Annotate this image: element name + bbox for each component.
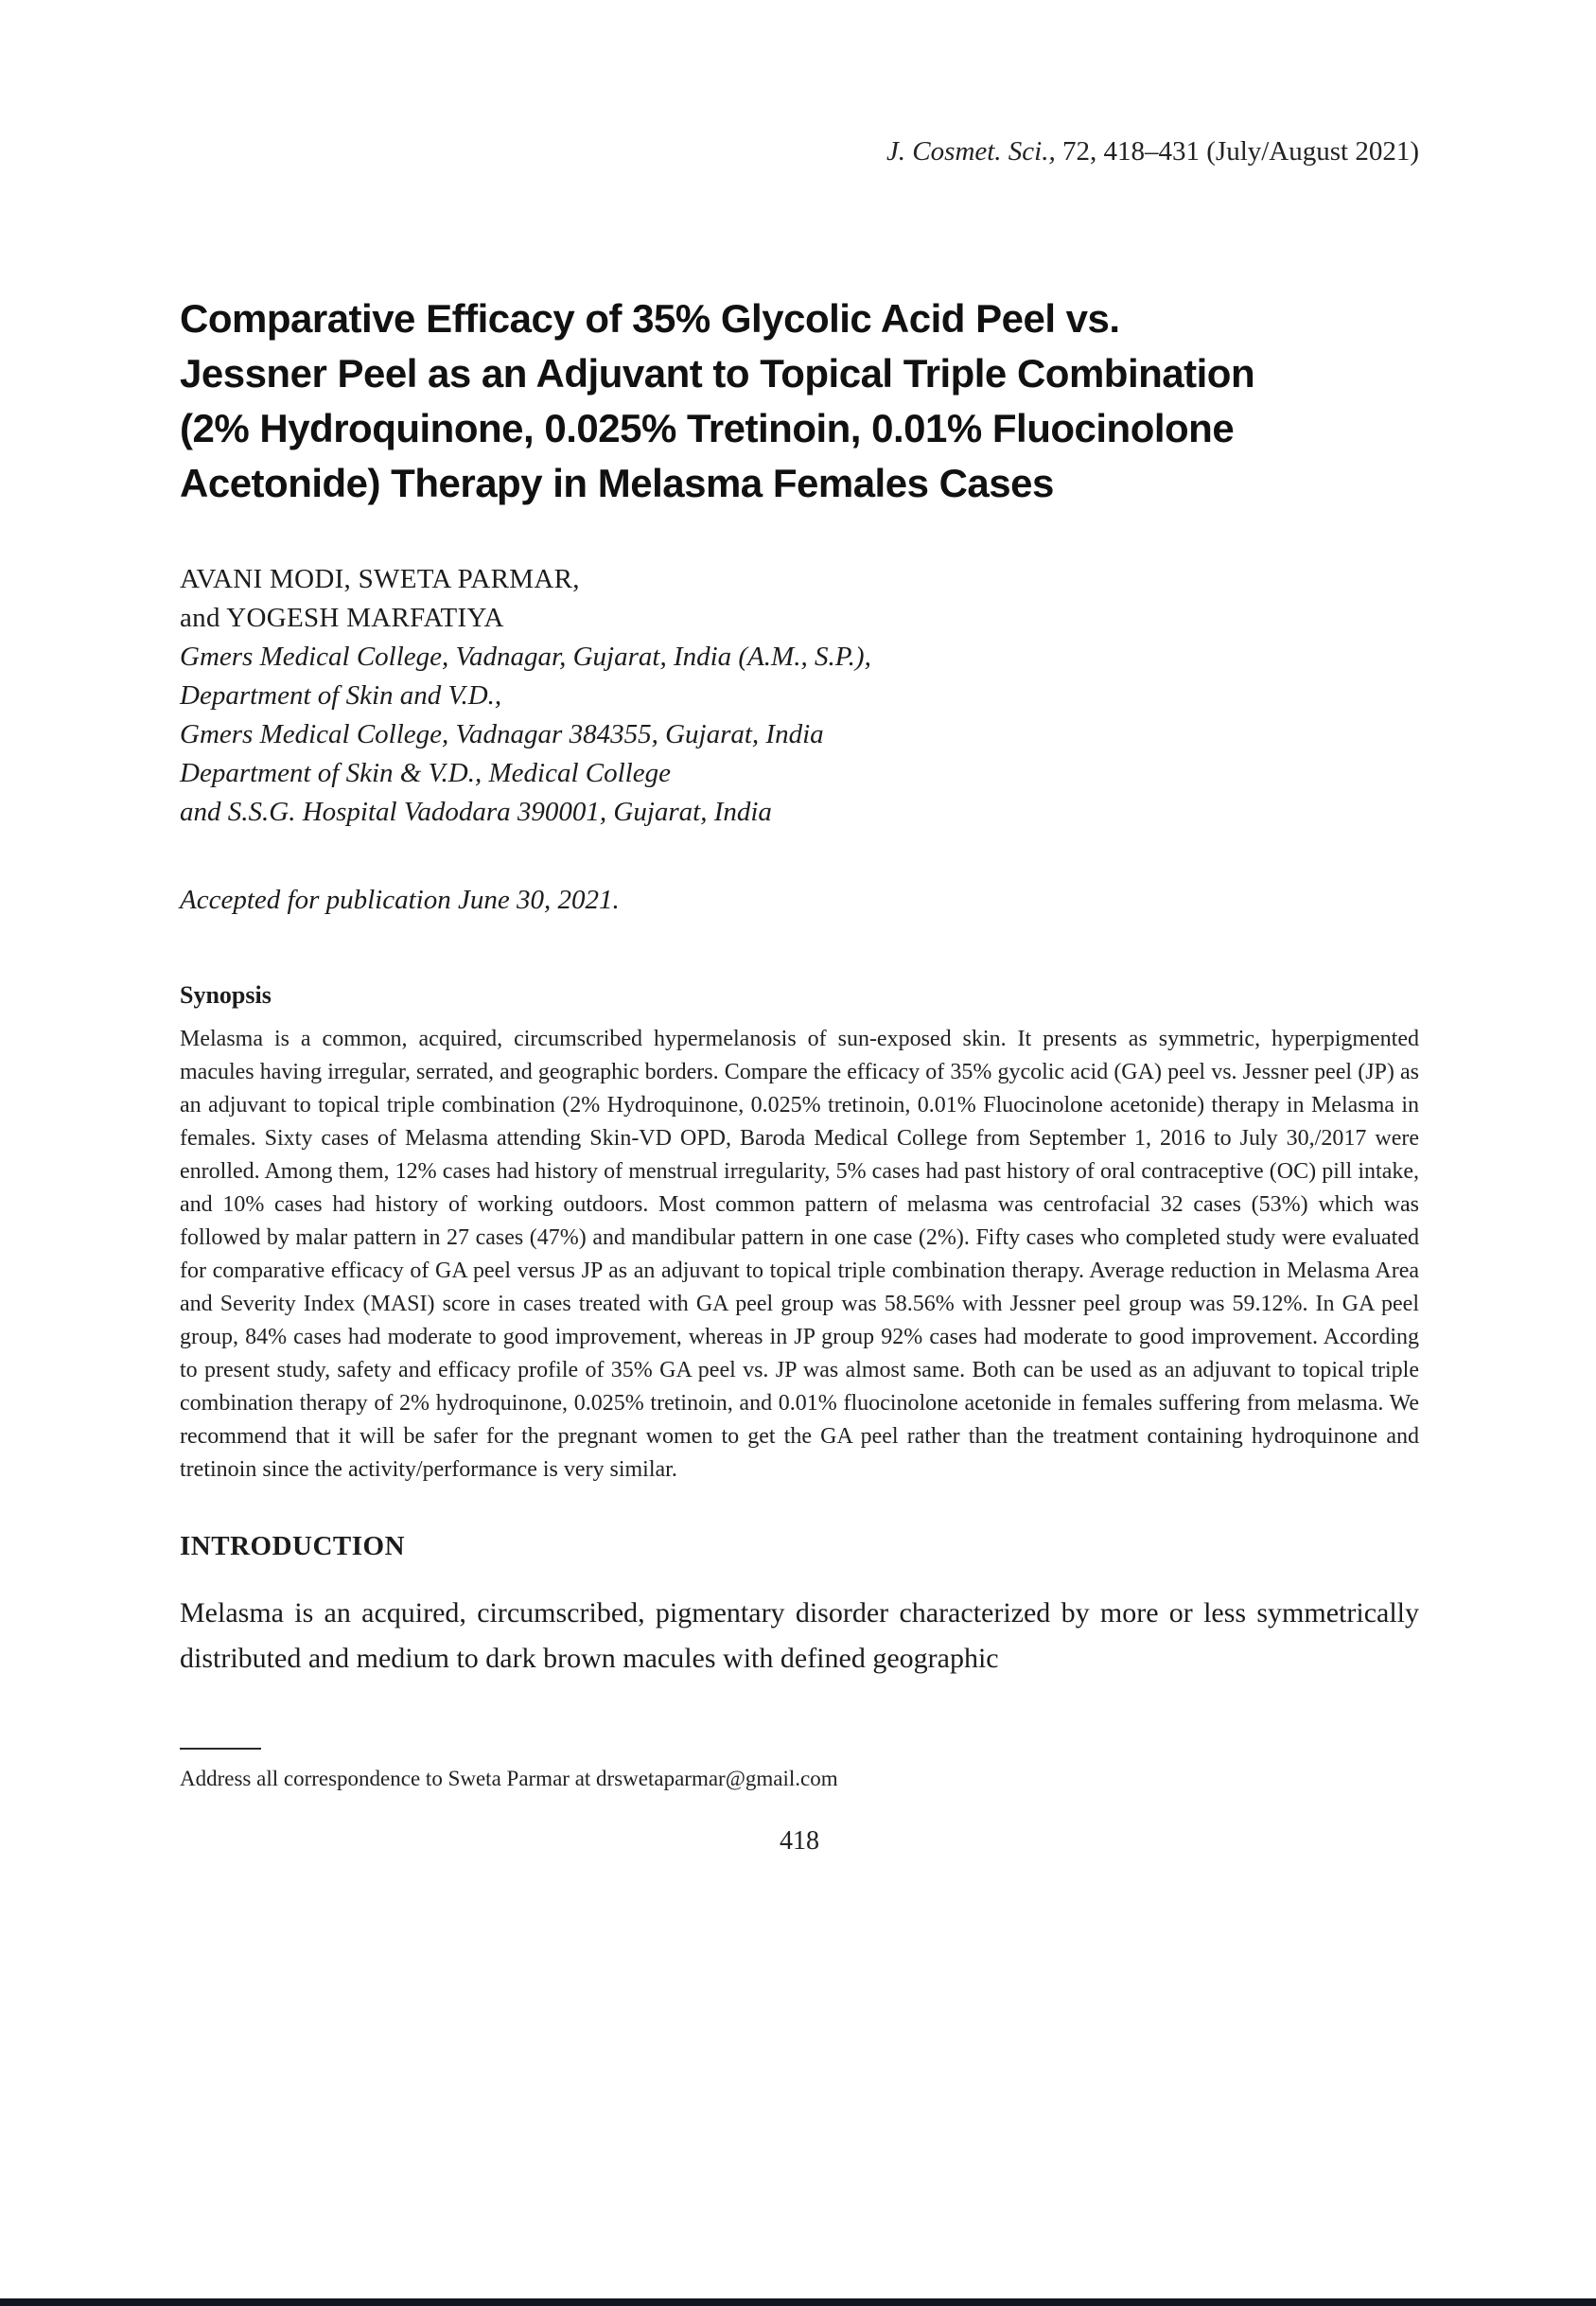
affiliation-line-4: Department of Skin & V.D., Medical College: [180, 758, 671, 788]
affiliation-line-5: and S.S.G. Hospital Vadodara 390001, Gujarat, India: [180, 797, 772, 827]
page-number: 418: [780, 1826, 819, 1856]
article-title-line-2: Jessner Peel as an Adjuvant to Topical Triple Combination: [180, 351, 1255, 396]
introduction-heading: INTRODUCTION: [180, 1531, 406, 1561]
journal-volume-pages: 72, 418–431 (July/August 2021): [1055, 136, 1419, 167]
footnote-divider: [180, 1748, 261, 1750]
synopsis-body: Melasma is a common, acquired, circumscribed hypermelanosis of sun-exposed skin. It presents as symmetric, hyperpigmented macules having irregular, serrated, and geographic borders. Compare the efficacy of 35% gycolic acid (GA) peel vs. Jessner peel (JP) as an adjuvant to topical triple combination (2% Hydroquinone, 0.025% tretinoin, 0.01% Fluocinolone acetonide) therapy in Melasma in females. Sixty cases of Melasma attending Skin-VD OPD, Baroda Medical College from September 1, 2016 to July 30,/2017 were enrolled. Among them, 12% cases had history of menstrual irregularity, 5% cases had past history of oral contraceptive (OC) pill intake, and 10% cases had history of working outdoors. Most common pattern of melasma was centrofacial 32 cases (53%) which was followed by malar pattern in 27 cases (47%) and mandibular pattern in one case (2%). Fifty cases who completed study were evaluated for comparative efficacy of GA peel versus JP as an adjuvant to topical triple combination therapy. Average reduction in Melasma Area and Severity Index (MASI) score in cases treated with GA peel group was 58.56% with Jessner peel group was 59.12%. In GA peel group, 84% cases had moderate to good improvement, whereas in JP group 92% cases had moderate to good improvement. According to present study, safety and efficacy profile of 35% GA peel vs. JP was almost same. Both can be used as an adjuvant to topical triple combination therapy of 2% hydroquinone, 0.025% tretinoin, and 0.01% fluocinolone acetonide in females suffering from melasma. We recommend that it will be safer for the pregnant women to get the GA peel rather than the treatment containing hydroquinone and tretinoin since the activity/performance is very similar.: [180, 1027, 1419, 1482]
synopsis-section: [180, 977, 1419, 1487]
correspondence-footnote: Address all correspondence to Sweta Parmar at drswetaparmar@gmail.com: [180, 1767, 838, 1790]
authors-affiliations-block: [180, 560, 1419, 832]
journal-name: J. Cosmet. Sci.,: [886, 136, 1056, 167]
introduction-section: [180, 1526, 1419, 1681]
article-title-line-1: Comparative Efficacy of 35% Glycolic Acid Peel vs.: [180, 296, 1120, 341]
synopsis-heading: Synopsis: [180, 981, 272, 1009]
page-bottom-edge: [0, 2298, 1596, 2306]
affiliation-line-1: Gmers Medical College, Vadnagar, Gujarat, India (A.M., S.P.),: [180, 642, 871, 672]
introduction-body: Melasma is an acquired, circumscribed, pigmentary disorder characterized by more or less symmetrically distributed and medium to dark brown macules with defined geographic: [180, 1597, 1419, 1674]
accepted-for-publication-line: Accepted for publication June 30, 2021.: [180, 885, 620, 915]
journal-citation: [180, 132, 1419, 170]
article-title-line-3: (2% Hydroquinone, 0.025% Tretinoin, 0.01% Fluocinolone: [180, 406, 1235, 450]
affiliation-line-2: Department of Skin and V.D.,: [180, 680, 502, 711]
author-line-1: AVANI MODI, SWETA PARMAR,: [180, 564, 580, 594]
page-footer: [180, 1748, 1419, 1860]
author-line-2: and YOGESH MARFATIYA: [180, 603, 504, 633]
article-title: [180, 291, 1419, 511]
article-title-line-4: Acetonide) Therapy in Melasma Females Cases: [180, 461, 1054, 505]
affiliation-line-3: Gmers Medical College, Vadnagar 384355, Gujarat, India: [180, 719, 824, 749]
